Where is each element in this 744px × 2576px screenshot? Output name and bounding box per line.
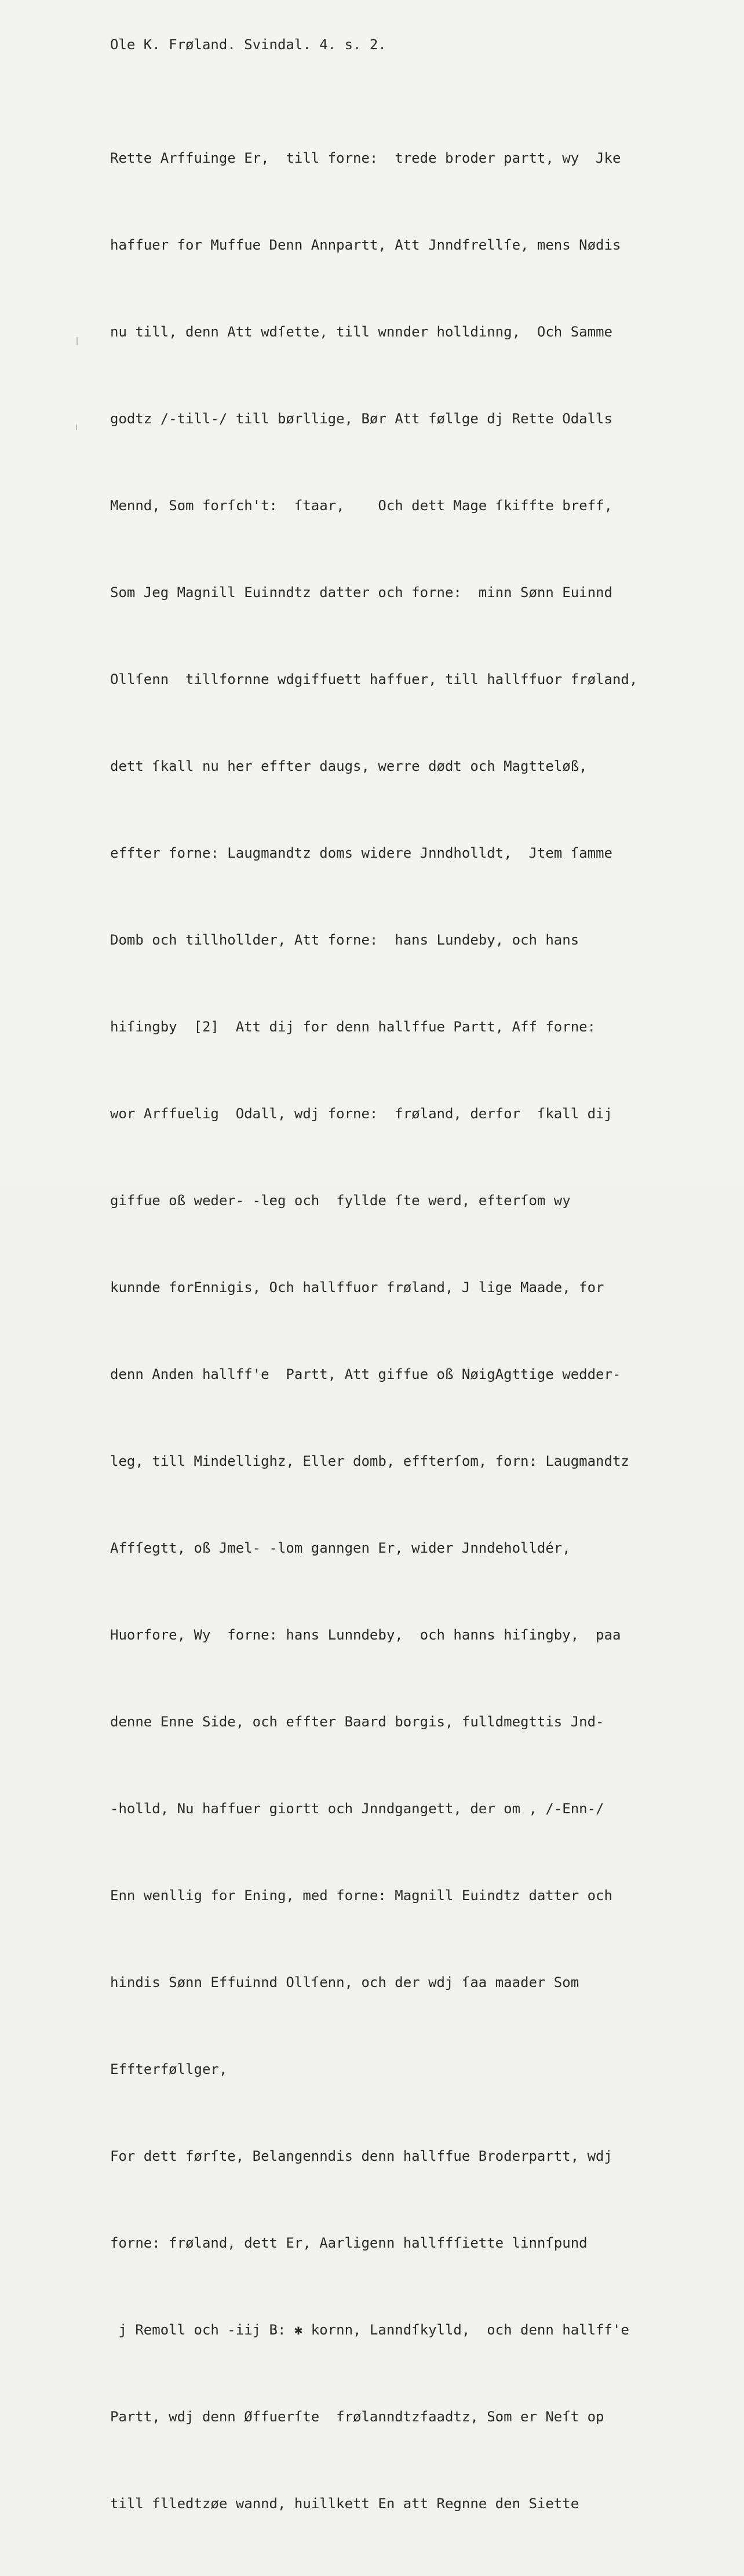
text-line: effter forne: Laugmandtz doms widere Jnndholldt, Jtem ſamme: [110, 845, 612, 861]
text-line: wor Arffuelig Odall, wdj forne: frøland, derfor ſkall dij: [110, 1106, 612, 1122]
text-line: giffue oß weder- -leg och fyllde ſte werd, efterſom wy: [110, 1192, 571, 1209]
page-header: Ole K. Frøland. Svindal. 4. s. 2.: [110, 36, 386, 53]
text-line: Ollſenn tillfornne wdgiffuett haffuer, till hallffuor frøland,: [110, 671, 638, 687]
text-line: For dett førſte, Belangenndis denn hallffue Broderpartt, wdj: [110, 2148, 612, 2164]
text-line: Domb och tillhollder, Att forne: hans Lundeby, och hans: [110, 932, 579, 948]
text-line: dett ſkall nu her effter daugs, werre dødt och Magtteløß,: [110, 758, 588, 774]
text-line: Effterføllger,: [110, 2061, 228, 2077]
text-line: j Remoll och -iij B: ✱ kornn, Lanndſkylld, och denn hallff'e: [110, 2322, 629, 2338]
text-line: hiſingby [2] Att dij for denn hallffue Partt, Aff forne:: [110, 1019, 596, 1035]
text-line: forne: frøland, dett Er, Aarligenn hallffſiette linnſpund: [110, 2235, 588, 2251]
text-line: Mennd, Som forſch't: ſtaar, Och dett Mage ſkiffte breff,: [110, 497, 612, 514]
text-line: haffuer for Muffue Denn Annpartt, Att Jnndfrellſe, mens Nødis: [110, 237, 621, 253]
margin-speck: [76, 425, 77, 430]
text-line: leg, till Mindellighz, Eller domb, effterſom, forn: Laugmandtz: [110, 1453, 629, 1469]
text-line: -holld, Nu haffuer giortt och Jnndgangett, der om , /-Enn-/: [110, 1801, 604, 1817]
text-line: Huorfore, Wy forne: hans Lunndeby, och hanns hiſingby, paa: [110, 1627, 621, 1643]
text-line: godtz /-till-/ till børllige, Bør Att føllge dj Rette Odalls: [110, 411, 612, 427]
text-line: Rette Arffuinge Er, till forne: trede broder partt, wy Jke: [110, 150, 621, 166]
transcription-body: [110, 86, 637, 2576]
margin-speck: [76, 337, 78, 345]
text-line: denne Enne Side, och effter Baard borgis, fulldmegttis Jnd-: [110, 1714, 604, 1730]
text-line: nu till, denn Att wdſette, till wnnder holldinng, Och Samme: [110, 324, 612, 340]
text-line: hindis Sønn Effuinnd Ollſenn, och der wdj ſaa maader Som: [110, 1974, 579, 1990]
text-line: kunnde forEnnigis, Och hallffuor frøland, J lige Maade, for: [110, 1279, 604, 1296]
text-line: Enn wenllig for Ening, med forne: Magnill Euindtz datter och: [110, 1887, 612, 1904]
text-line: Partt, wdj denn Øffuerſte frølanndtzfaadtz, Som er Neſt op: [110, 2409, 604, 2425]
text-line: till flledtzøe wannd, huillkett En att Regnne den Siette: [110, 2496, 579, 2512]
text-line: Affſegtt, oß Jmel- -lom ganngen Er, wider Jnndeholldér,: [110, 1540, 571, 1556]
text-line: Som Jeg Magnill Euinndtz datter och forne: minn Sønn Euinnd: [110, 584, 612, 601]
text-line: denn Anden hallff'e Partt, Att giffue oß NøigAgttige wedder-: [110, 1366, 621, 1382]
